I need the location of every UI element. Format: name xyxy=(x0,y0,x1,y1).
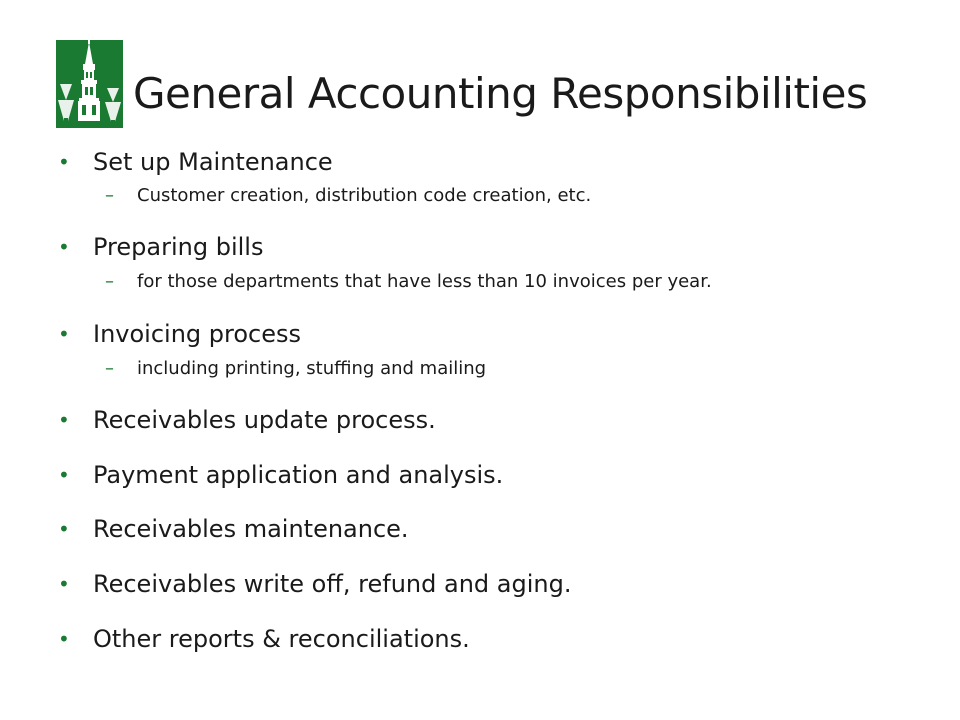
sub-bullet-item: Customer creation, distribution code creation, etc. xyxy=(137,185,592,206)
bullet-item: Receivables maintenance. xyxy=(93,515,409,543)
sub-bullet-item: for those departments that have less than 10 invoices per year. xyxy=(137,271,712,292)
bullet-icon: • xyxy=(58,322,70,346)
sub-bullet-item: including printing, stuffing and mailing xyxy=(137,358,487,379)
bullet-icon: • xyxy=(58,408,70,432)
dash-icon: – xyxy=(105,271,114,292)
dash-icon: – xyxy=(105,185,114,206)
bullet-icon: • xyxy=(58,627,70,651)
slide-title: General Accounting Responsibilities xyxy=(133,69,868,118)
bullet-icon: • xyxy=(58,235,70,259)
bullet-icon: • xyxy=(58,517,70,541)
bullet-item: Preparing bills xyxy=(93,233,264,261)
bullet-item: Other reports & reconciliations. xyxy=(93,625,470,653)
bullet-icon: • xyxy=(58,572,70,596)
bullet-item: Payment application and analysis. xyxy=(93,461,504,489)
dash-icon: – xyxy=(105,358,114,379)
bullet-item: Receivables write off, refund and aging. xyxy=(93,570,572,598)
bullet-icon: • xyxy=(58,463,70,487)
bullet-item: Invoicing process xyxy=(93,320,302,348)
bullet-icon: • xyxy=(58,150,70,174)
bullet-item: Receivables update process. xyxy=(93,406,436,434)
bullet-item: Set up Maintenance xyxy=(93,148,333,176)
